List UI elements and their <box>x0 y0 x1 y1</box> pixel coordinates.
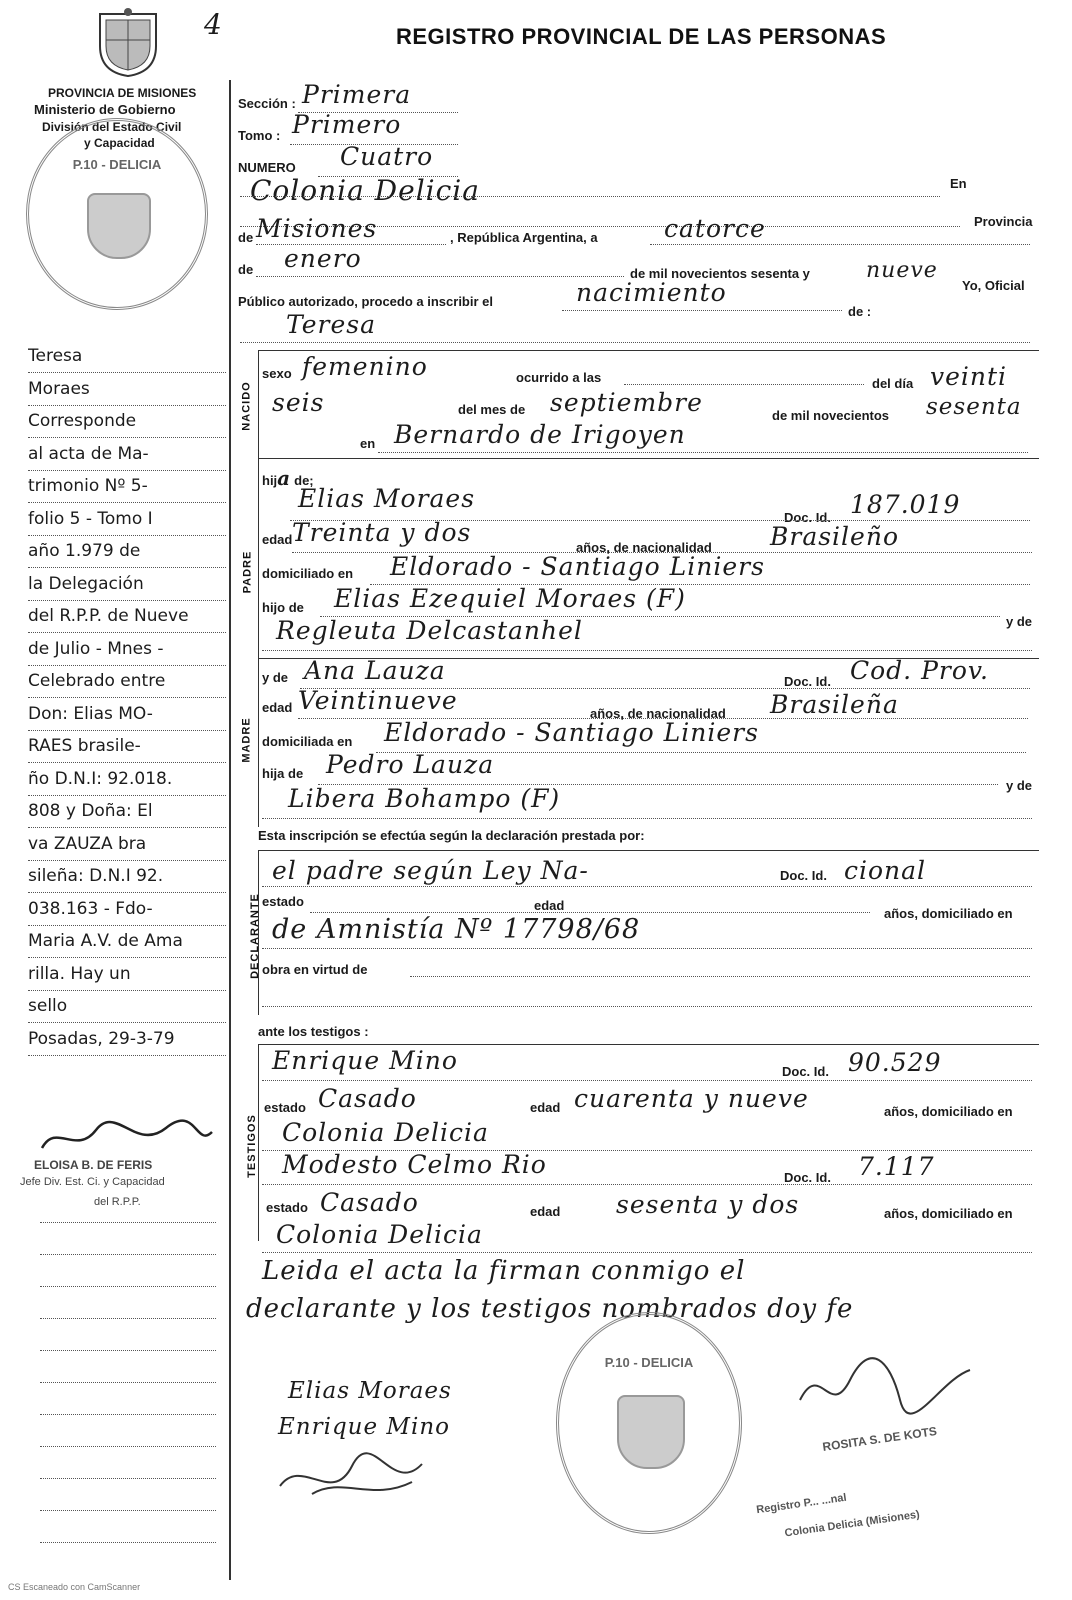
testigo2-doc-label: Doc. Id. <box>784 1170 831 1185</box>
sexo-value: femenino <box>302 352 428 381</box>
cierre-line-1: Leida el acta la firman conmigo el <box>262 1256 746 1286</box>
margin-ruled-line <box>40 1446 216 1447</box>
margin-ruled-line <box>40 1510 216 1511</box>
del-mes-label: del mes de <box>458 402 526 417</box>
signature-official <box>790 1350 980 1430</box>
seccion-label: Sección : <box>238 96 296 111</box>
padre-doc-label: Doc. Id. <box>784 510 831 525</box>
camscanner-mark: CS Escaneado con CamScanner <box>8 1582 141 1592</box>
padre-y-de-line <box>262 650 1032 651</box>
nombre-value: Teresa <box>286 310 377 339</box>
declarante-ley-line <box>262 948 1032 949</box>
testigo1-doc-value: 90.529 <box>848 1048 942 1077</box>
margin-stamp-role: Jefe Div. Est. Ci. y Capacidad <box>20 1176 165 1188</box>
padre-hijo-label: hijo de <box>262 600 304 615</box>
margin-note-line: Don: Elias MO- <box>28 704 226 731</box>
hijo-letra-value: a <box>277 466 291 490</box>
yo-oficial-label: Yo, Oficial <box>962 278 1025 293</box>
seal-shield-icon <box>87 193 151 259</box>
madre-nombre-value: Ana Lauza <box>304 656 446 685</box>
margin-note-line: folio 5 - Tomo I <box>28 509 226 536</box>
margin-note-line: año 1.979 de <box>28 541 226 568</box>
testigo2-edad-label: edad <box>530 1204 561 1219</box>
testigo2-dom-value: Colonia Delicia <box>276 1220 483 1249</box>
madre-y-de-value: Libera Bohampo (F) <box>288 784 561 813</box>
mes-value: enero <box>284 244 362 273</box>
margin-ruled-line <box>40 1382 216 1383</box>
testigo2-estado-value: Casado <box>320 1188 419 1217</box>
bottom-stamp-line1: Registro P... ...nal <box>755 1491 848 1517</box>
margin-ruled-line <box>40 1414 216 1415</box>
margin-note-line: sello <box>28 996 226 1023</box>
margin-note-line: trimonio Nº 5- <box>28 476 226 503</box>
document-title: REGISTRO PROVINCIAL DE LAS PERSONAS <box>396 24 887 49</box>
madre-doc-value: Cod. Prov. <box>850 656 990 685</box>
madre-y-de-label: y de <box>262 670 289 685</box>
margin-note-line: Corresponde <box>28 411 226 438</box>
madre-nac-value: Brasileña <box>770 690 899 719</box>
margin-note-line: Teresa <box>28 346 226 373</box>
official-seal-top <box>26 118 208 310</box>
side-label-testigos: TESTIGOS <box>245 1114 258 1178</box>
margin-note-line: rilla. Hay un <box>28 964 226 991</box>
declarante-doc-label: Doc. Id. <box>780 868 827 883</box>
declarante-line <box>262 886 1032 887</box>
margin-note-line: 808 y Doña: El <box>28 801 226 828</box>
publico-label: Público autorizado, procedo a inscribir el <box>238 294 493 309</box>
page-number: 4 <box>204 8 223 41</box>
testigo1-line <box>262 1080 1032 1081</box>
testigo2-dom-line <box>262 1252 1032 1253</box>
numero-label: NUMERO <box>238 160 296 175</box>
obra-line-2 <box>262 1006 1032 1007</box>
signature-scribble <box>272 1446 442 1506</box>
madre-dom-value: Eldorado - Santiago Liniers <box>384 718 759 747</box>
tomo-label: Tomo : <box>238 128 281 143</box>
lugar-value: Colonia Delicia <box>250 174 480 207</box>
obra-label: obra en virtud de <box>262 962 368 977</box>
header-capacity: y Capacidad <box>84 136 155 150</box>
seal-text: P.10 - DELICIA <box>72 157 162 172</box>
margin-note-line: Posadas, 29-3-79 <box>28 1029 226 1056</box>
signature-enrique: Enrique Mino <box>278 1414 450 1440</box>
margin-ruled-line <box>40 1286 216 1287</box>
lugar-nac-value: Bernardo de Irigoyen <box>394 420 686 449</box>
signature-elias: Elias Moraes <box>288 1378 452 1404</box>
de-mil-nov-label: de mil novecientos <box>772 408 890 423</box>
official-seal-bottom <box>556 1312 742 1534</box>
republica-label: , República Argentina, a <box>450 230 598 245</box>
de-label-2: de <box>238 262 254 277</box>
seccion-value: Primera <box>302 80 412 109</box>
seal-text-bottom: P.10 - DELICIA <box>604 1355 694 1370</box>
padre-nac-label: años, de nacionalidad <box>576 540 712 555</box>
tomo-value: Primero <box>292 110 402 139</box>
testigo2-estado-label: estado <box>266 1200 308 1215</box>
declarante-doc-value: cional <box>844 856 927 885</box>
bottom-stamp-line2: Colonia Delicia (Misiones) <box>783 1508 921 1540</box>
madre-edad-label: edad <box>262 700 293 715</box>
margin-ruled-line <box>40 1318 216 1319</box>
margin-note-line: al acta de Ma- <box>28 444 226 471</box>
testigo2-edad-value: sesenta y dos <box>616 1190 800 1219</box>
margin-note-line: sileña: D.N.I 92. <box>28 866 226 893</box>
padre-dom-label: domiciliado en <box>262 566 354 581</box>
margin-note-line: Celebrado entre <box>28 671 226 698</box>
testigo1-anios-label: años, domiciliado en <box>884 1104 1013 1119</box>
provincia-value: Misiones <box>256 214 378 243</box>
anio-value: nueve <box>866 258 938 283</box>
madre-y-de-label-2: y de <box>1006 778 1033 793</box>
testigo1-value: Enrique Mino <box>272 1046 458 1075</box>
dia-nac-value-2: seis <box>272 388 325 417</box>
header-division: División del Estado Civil <box>42 120 182 134</box>
padre-nac-value: Brasileño <box>770 522 899 551</box>
dia-line <box>650 244 1030 245</box>
mes-line <box>256 276 624 277</box>
padre-dom-value: Eldorado - Santiago Liniers <box>390 552 765 581</box>
en-label: En <box>950 176 967 191</box>
testigo2-anios-label: años, domiciliado en <box>884 1206 1013 1221</box>
margin-note-line: Moraes <box>28 379 226 406</box>
dia-nac-value-1: veinti <box>930 362 1008 391</box>
obra-line <box>410 976 1030 977</box>
margin-ruled-line <box>40 1254 216 1255</box>
madre-doc-label: Doc. Id. <box>784 674 831 689</box>
margin-ruled-line <box>40 1478 216 1479</box>
numero-value: Cuatro <box>340 142 434 171</box>
testigo1-dom-value: Colonia Delicia <box>282 1118 489 1147</box>
margin-ruled-line <box>40 1350 216 1351</box>
declarante-ley-value: de Amnistía Nº 17798/68 <box>272 914 641 945</box>
madre-hija-value: Pedro Lauza <box>326 750 495 779</box>
cierre-line-2: declarante y los testigos nombrados doy fe <box>246 1294 854 1324</box>
margin-note-line: Maria A.V. de Ama <box>28 931 226 958</box>
padre-edad-value: Treinta y dos <box>292 518 472 547</box>
hijo-label-de: de; <box>294 473 314 488</box>
del-dia-label: del día <box>872 376 914 391</box>
acto-value: nacimiento <box>576 278 727 307</box>
testigo1-edad-label: edad <box>530 1100 561 1115</box>
side-label-nacido: NACIDO <box>240 381 253 431</box>
margin-ruled-line <box>40 1222 216 1223</box>
padre-y-de-value: Regleuta Delcastanhel <box>276 616 583 645</box>
lugar-line <box>240 196 940 197</box>
declarante-value: el padre según Ley Na- <box>272 856 589 885</box>
bottom-stamp-name: ROSITA S. DE KOTS <box>821 1424 938 1454</box>
provincia-label: Provincia <box>974 214 1033 229</box>
declarante-edad-label: edad <box>534 898 565 913</box>
header-ministry: Ministerio de Gobierno <box>34 102 176 117</box>
margin-signature <box>36 1118 216 1158</box>
inscripcion-label: Esta inscripción se efectúa según la declaración prestada por: <box>258 828 645 843</box>
acto-line <box>562 310 842 311</box>
declarante-anios-label: años, domiciliado en <box>884 906 1013 921</box>
side-label-madre: MADRE <box>240 717 253 763</box>
declarante-estado-line <box>310 912 870 913</box>
madre-edad-value: Veintinueve <box>298 686 458 715</box>
de-colon-label: de : <box>848 304 872 319</box>
margin-stamp-org: del R.P.P. <box>94 1196 141 1208</box>
padre-nombre-value: Elias Moraes <box>298 484 476 513</box>
testigo2-doc-value: 7.117 <box>858 1152 935 1181</box>
declarante-estado-label: estado <box>262 894 304 909</box>
seal-shield-bottom-icon <box>617 1395 685 1469</box>
madre-nac-label: años, de nacionalidad <box>590 706 726 721</box>
testigo1-doc-label: Doc. Id. <box>782 1064 829 1079</box>
lugar-nac-line <box>378 452 1028 453</box>
en-label-nac: en <box>360 436 376 451</box>
testigo1-estado-value: Casado <box>318 1084 417 1113</box>
header-province: PROVINCIA DE MISIONES <box>48 86 197 100</box>
padre-hijo-value: Elias Ezequiel Moraes (F) <box>334 584 686 613</box>
margin-note-line: va ZAUZA bra <box>28 834 226 861</box>
mes-nac-value: septiembre <box>550 388 703 417</box>
testigo1-edad-value: cuarenta y nueve <box>574 1084 809 1113</box>
margin-note-line: la Delegación <box>28 574 226 601</box>
sexo-label: sexo <box>262 366 292 381</box>
testigo2-value: Modesto Celmo Rio <box>282 1150 547 1179</box>
madre-dom-label: domiciliada en <box>262 734 353 749</box>
side-label-declarante: DECLARANTE <box>248 893 261 979</box>
hijo-label-text: hij <box>262 473 278 488</box>
de-label: de <box>238 230 254 245</box>
padre-doc-value: 187.019 <box>850 490 961 519</box>
padre-y-de-label: y de <box>1006 614 1033 629</box>
ocurrido-line <box>624 384 864 385</box>
dia-value: catorce <box>664 214 766 243</box>
padre-edad-label: edad <box>262 532 293 547</box>
margin-note-line: ño D.N.I: 92.018. <box>28 769 226 796</box>
margin-note-line: 038.163 - Fdo- <box>28 899 226 926</box>
margin-ruled-line <box>40 1542 216 1543</box>
margin-note-line: de Julio - Mnes - <box>28 639 226 666</box>
madre-y-de-line <box>262 818 1032 819</box>
margin-note-line: RAES brasile- <box>28 736 226 763</box>
madre-hija-label: hija de <box>262 766 304 781</box>
testigo1-estado-label: estado <box>264 1100 306 1115</box>
column-divider <box>229 80 231 1580</box>
margin-stamp-name: ELOISA B. DE FERIS <box>34 1158 153 1172</box>
de-mil-label: de mil novecientos sesenta y <box>630 266 810 281</box>
testigo2-line <box>262 1184 1032 1185</box>
ocurrido-label: ocurrido a las <box>516 370 602 385</box>
margin-note-line: del R.P.P. de Nueve <box>28 606 226 633</box>
testigos-label: ante los testigos : <box>258 1024 369 1039</box>
nombre-line <box>240 342 1030 343</box>
anio-nac-value: sesenta <box>926 394 1022 420</box>
side-label-padre: PADRE <box>241 550 254 594</box>
coat-of-arms-icon <box>94 6 162 78</box>
